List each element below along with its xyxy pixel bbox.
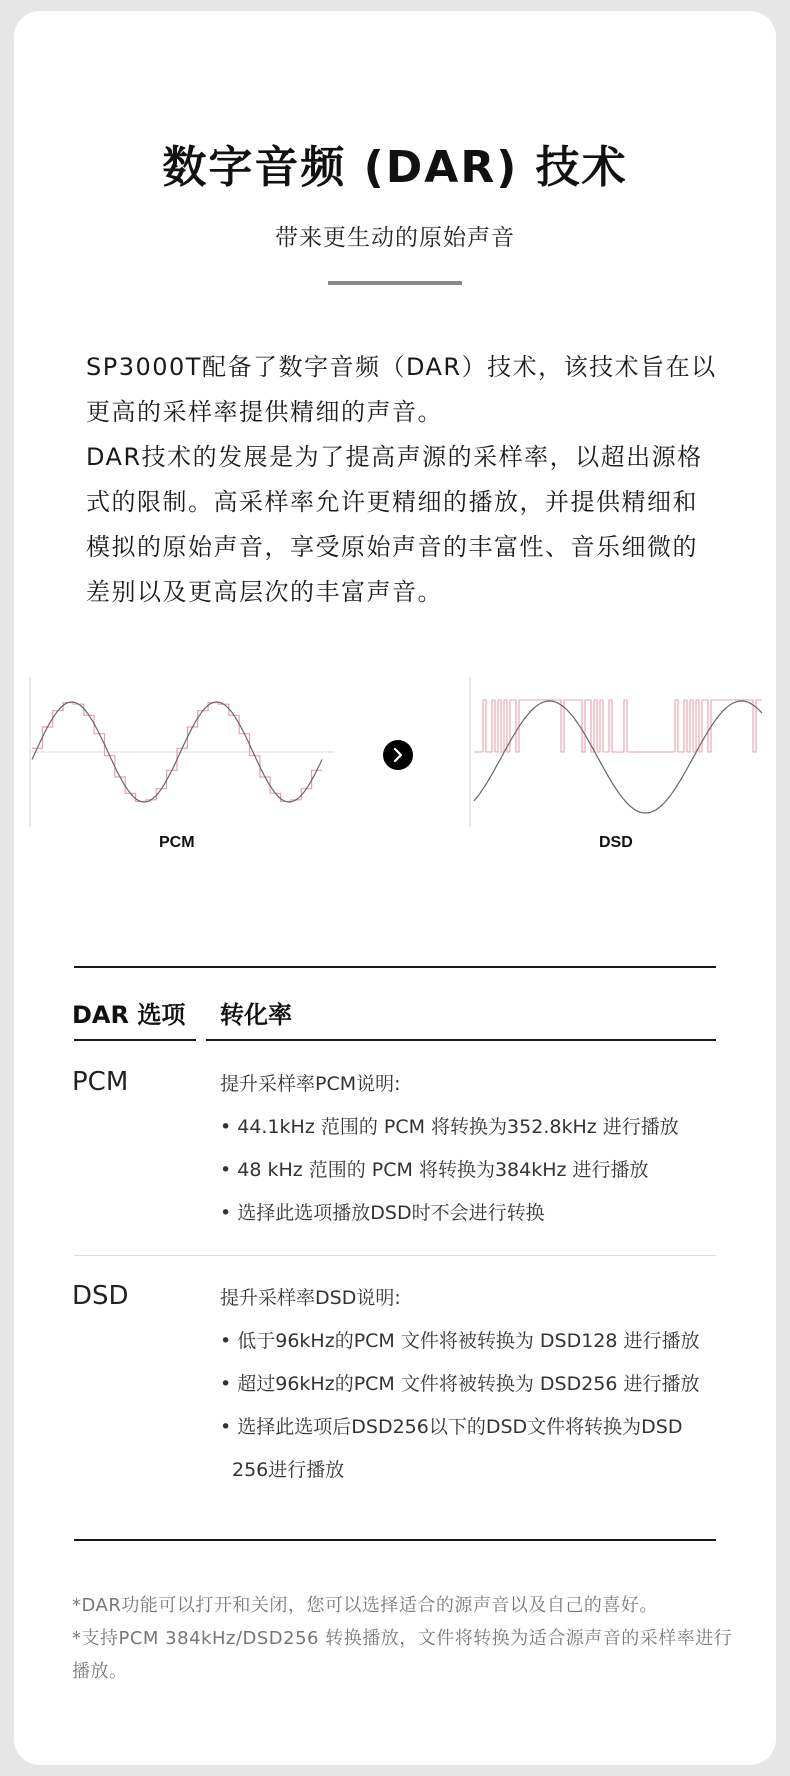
dsd-description	[220, 1277, 740, 1492]
option-dsd: DSD	[72, 1281, 129, 1311]
dsd-bullet: • 超过96kHz的PCM 文件将被转换为 DSD256 进行播放	[220, 1363, 740, 1406]
pcm-bullet: • 48 kHz 范围的 PCM 将转换为384kHz 进行播放	[220, 1149, 740, 1192]
header-rate: 转化率	[220, 1001, 292, 1029]
header-rule-right	[206, 1039, 716, 1041]
footnote-1: *DAR功能可以打开和关闭，您可以选择适合的源声音以及自己的喜好。	[72, 1595, 658, 1616]
intro-paragraph-2: DAR技术的发展是为了提高声源的采样率，以超出源格式的限制。高采样率允许更精细的播放，并提供精细和模拟的原始声音，享受原始声音的丰富性、音乐细微的差别以及更高层次的丰富声音。	[86, 443, 703, 606]
content-card	[14, 11, 776, 1765]
arrow-button	[383, 740, 413, 770]
pcm-desc-heading: 提升采样率PCM说明:	[220, 1073, 401, 1095]
table-bottom-rule	[74, 1539, 716, 1541]
page-subtitle: 带来更生动的原始声音	[275, 225, 515, 251]
dsd-waveform-diagram	[468, 677, 768, 827]
pcm-bullet: • 44.1kHz 范围的 PCM 将转换为352.8kHz 进行播放	[220, 1106, 740, 1149]
pcm-description	[220, 1063, 740, 1235]
chevron-right-icon	[383, 740, 413, 770]
dsd-bullet: • 低于96kHz的PCM 文件将被转换为 DSD128 进行播放	[220, 1320, 740, 1363]
header-rule-left	[74, 1039, 196, 1041]
pcm-waveform-diagram	[28, 677, 334, 827]
pcm-bullet: • 选择此选项播放DSD时不会进行转换	[220, 1192, 740, 1235]
dsd-bullet-continuation: 256进行播放	[232, 1459, 345, 1481]
dsd-sine-wave	[474, 701, 762, 813]
pcm-label: PCM	[159, 834, 195, 851]
title-divider	[328, 281, 462, 285]
intro-paragraph-1: SP3000T配备了数字音频（DAR）技术，该技术旨在以更高的采样率提供精细的声音。	[86, 353, 717, 426]
dsd-label: DSD	[599, 834, 633, 851]
dsd-pulse-train	[474, 700, 762, 752]
dsd-desc-heading: 提升采样率DSD说明:	[220, 1287, 401, 1309]
header-option: DAR 选项	[72, 1001, 186, 1029]
table-top-rule	[74, 966, 716, 968]
option-pcm: PCM	[72, 1067, 129, 1097]
dsd-bullet: • 选择此选项后DSD256以下的DSD文件将转换为DSD	[220, 1406, 740, 1449]
page-title: 数字音频 (DAR) 技术	[162, 142, 628, 193]
row-separator	[74, 1255, 716, 1256]
footnote-2: *支持PCM 384kHz/DSD256 转换播放，文件将转换为适合源声音的采样率进行播放。	[72, 1628, 733, 1682]
